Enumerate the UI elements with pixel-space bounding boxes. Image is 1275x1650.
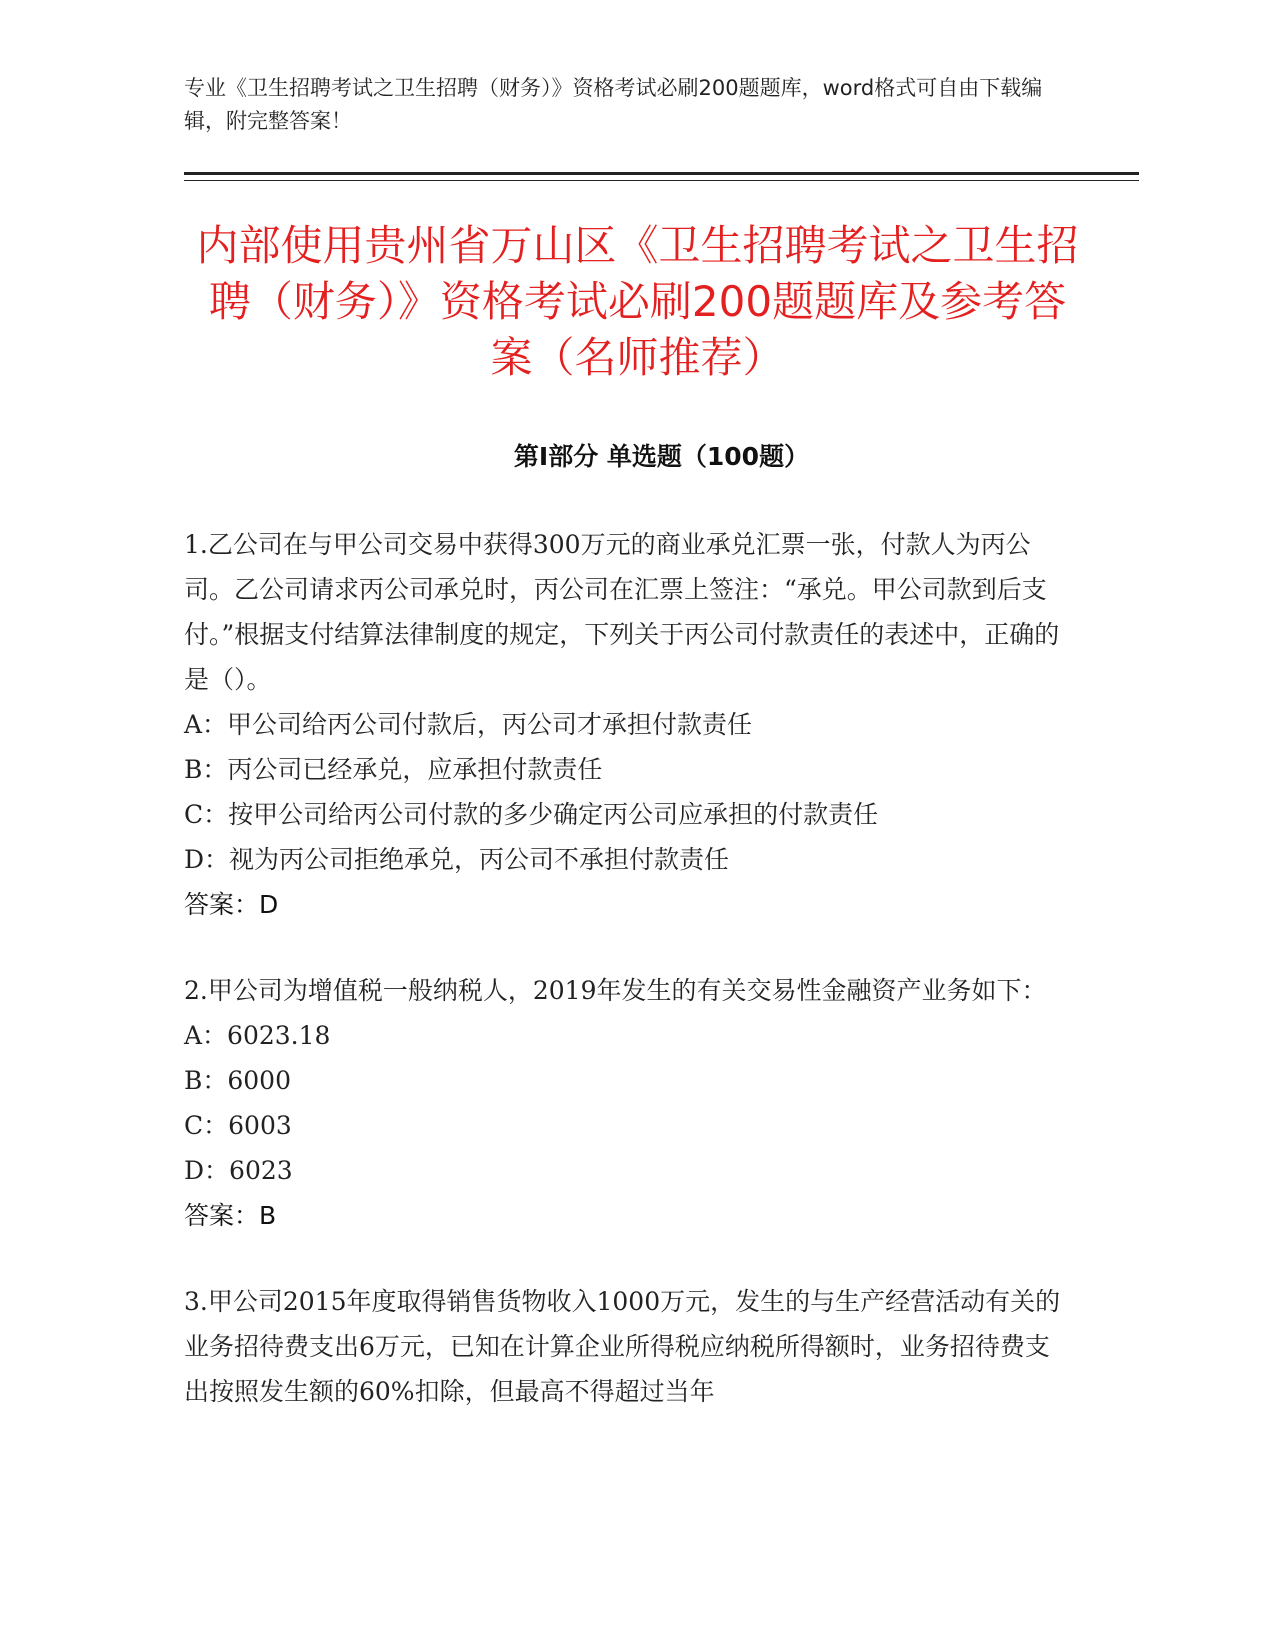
- option-d: D：6023: [184, 1156, 293, 1185]
- answer-line: 答案：B: [184, 1201, 277, 1230]
- question-2: [184, 968, 1064, 1238]
- option-a: A：甲公司给丙公司付款后，丙公司才承担付款责任: [184, 710, 753, 739]
- question-stem: 3.甲公司2015年度取得销售货物收入1000万元，发生的与生产经营活动有关的业务招待费支出6万元，已知在计算企业所得税应纳税所得额时，业务招待费支出按照发生额的60%扣除，但最高不得超过当年: [184, 1287, 1061, 1406]
- question-stem: 1.乙公司在与甲公司交易中获得300万元的商业承兑汇票一张，付款人为丙公司。乙公司请求丙公司承兑时，丙公司在汇票上签注：“承兑。甲公司款到后支付。”根据支付结算法律制度的规定，下列关于丙公司付款责任的表述中，正确的是（）。: [184, 530, 1060, 694]
- header-divider-thick: [184, 172, 1139, 175]
- question-3: [184, 1279, 1064, 1414]
- option-c: C：6003: [184, 1111, 292, 1140]
- section-title: 第Ⅰ部分 单选题（100题）: [513, 442, 810, 471]
- answer-line: 答案：D: [184, 890, 279, 919]
- option-a: A：6023.18: [184, 1021, 331, 1050]
- question-stem: 2.甲公司为增值税一般纳税人，2019年发生的有关交易性金融资产业务如下：: [184, 976, 1047, 1005]
- option-b: B：丙公司已经承兑，应承担付款责任: [184, 755, 603, 784]
- header-divider-thin: [184, 180, 1139, 181]
- header-note: 专业《卫生招聘考试之卫生招聘（财务）》资格考试必刷200题题库，word格式可自由下载编辑，附完整答案！: [184, 76, 1043, 133]
- option-c: C：按甲公司给丙公司付款的多少确定丙公司应承担的付款责任: [184, 800, 879, 829]
- question-list: [184, 522, 1064, 1455]
- option-b: B：6000: [184, 1066, 291, 1095]
- document-title: 内部使用贵州省万山区《卫生招聘考试之卫生招聘（财务）》资格考试必刷200题题库及参考答案（名师推荐）: [196, 221, 1079, 382]
- question-1: [184, 522, 1064, 927]
- option-d: D：视为丙公司拒绝承兑，丙公司不承担付款责任: [184, 845, 730, 874]
